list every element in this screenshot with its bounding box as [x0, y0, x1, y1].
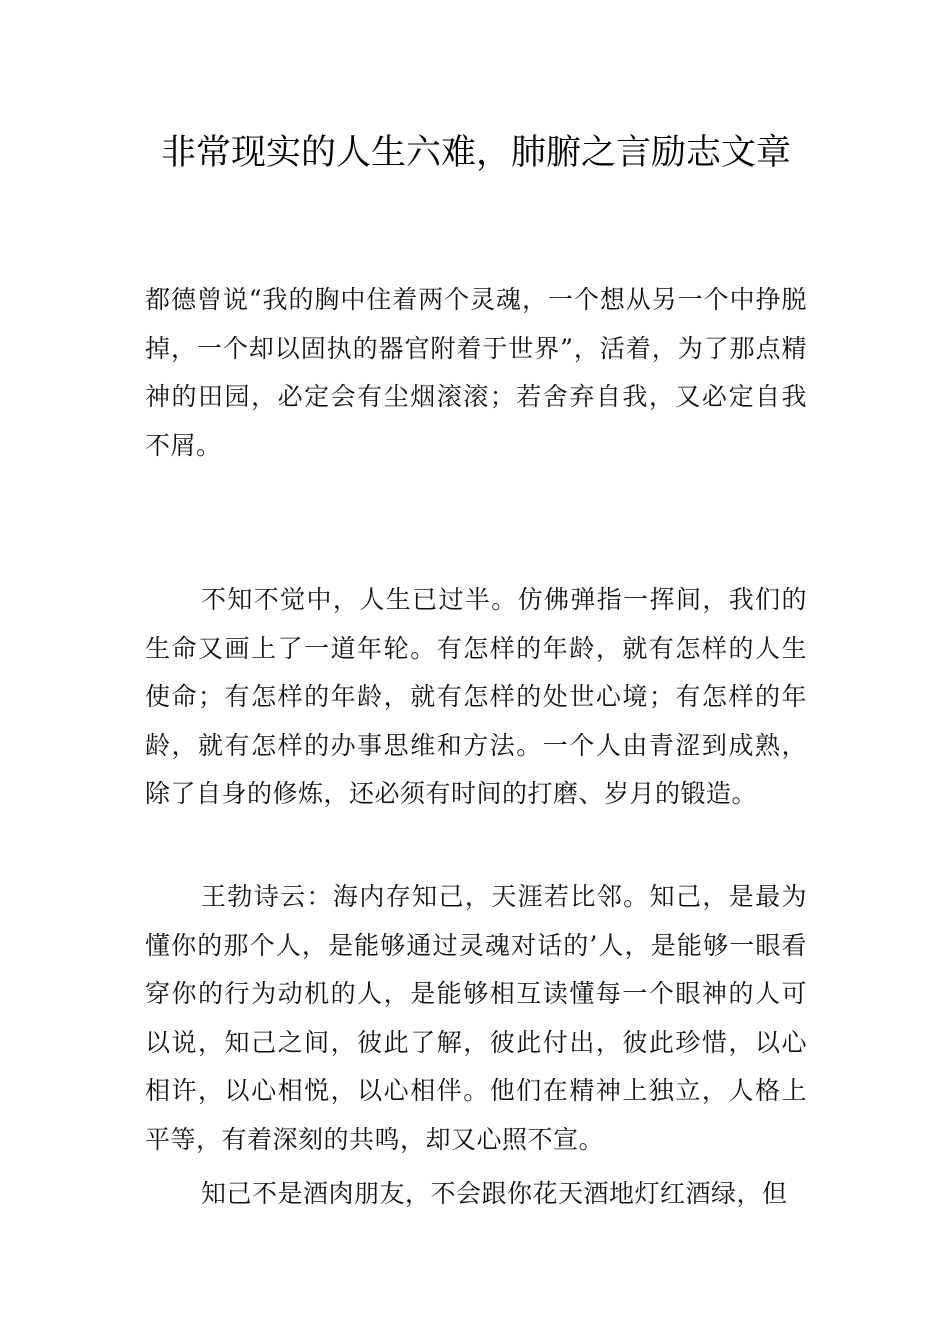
paragraph-2: 不知不觉中，人生已过半。仿佛弹指一挥间，我们的生命又画上了一道年轮。有怎样的年龄，就有怎样的人生使命；有怎样的年龄，就有怎样的处世心境；有怎样的年龄，就有怎样的办事思维和方法。一个人由青涩到成熟，除了自身的修炼，还必须有时间的打磨、岁月的锻造。 — [145, 585, 807, 808]
paragraph-3: 王勃诗云：海内存知己，天涯若比邻。知己，是最为懂你的那个人，是能够通过灵魂对话的’人，是能够一眼看穿你的行为动机的人，是能够相互读懂每一个眼神的人可以说，知己之间，彼此了解，彼此付出，彼此珍惜，以心相许，以心相悦，以心相伴。他们在精神上独立，人格上平等，有着深刻的共鸣，却又心照不宣。 — [145, 882, 807, 1154]
paragraph-1: 都德曾说“我的胸中住着两个灵魂，一个想从另一个中挣脱掉，一个却以固执的器官附着于世界”，活着，为了那点精神的田园，必定会有尘烟滚滚；若舍弃自我，又必定自我不屑。 — [145, 285, 807, 460]
document-title: 非常现实的人生六难，肺腑之言励志文章 — [160, 133, 791, 173]
paragraph-4: 知己不是酒肉朋友，不会跟你花天酒地灯红酒绿，但 — [201, 1179, 788, 1208]
